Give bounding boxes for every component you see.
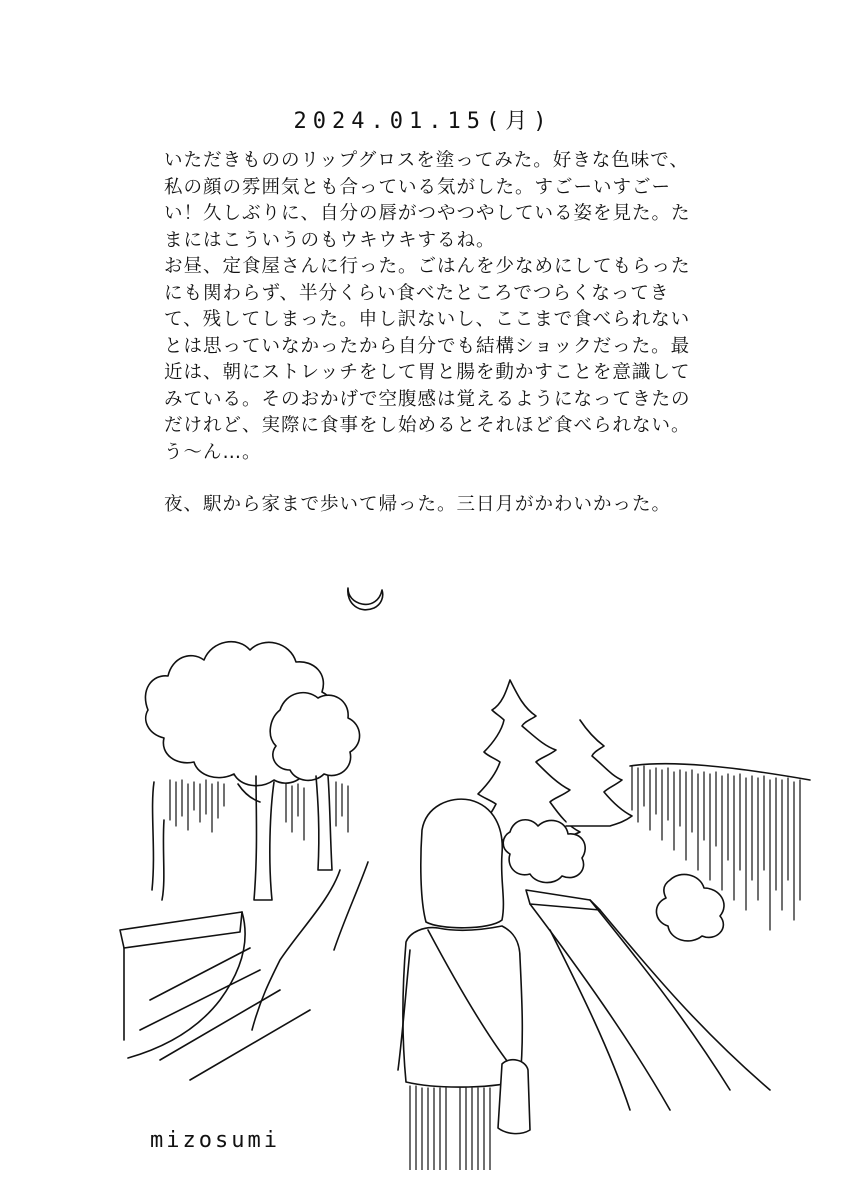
left-sidewalk [120, 912, 242, 948]
person-hair [421, 799, 504, 928]
road-center [252, 870, 340, 1030]
middle-tree-canopy [270, 693, 359, 781]
road-lines-left [140, 948, 310, 1080]
person-bag [498, 1060, 530, 1134]
diary-text [164, 148, 704, 519]
entry-date: 2024.01.15(月) [293, 109, 553, 134]
left-tree-trunk [254, 776, 274, 900]
night-walk-illustration [110, 570, 820, 1170]
left-hatched-foliage [170, 780, 348, 840]
diary-paragraph-lunch: お昼、定食屋さんに行った。ごはんを少なめにしてもらったにも関わらず、半分くらい食べたところでつらくなってきて、残してしまった。申し訳ないし、ここまで食べられないとは思っていなかったから自分でも結構ショックだった。最近は、朝にストレッチをして胃と腸を動かすことを意識してみている。そのおかげで空腹感は覚えるようになってきたのだけれど、実際に食事をし始めるとそれほど食べられない。う〜ん…。 [164, 256, 691, 463]
crescent-moon-icon [348, 588, 383, 610]
right-sidewalk [526, 890, 600, 910]
diary-paragraph-night: 夜、駅から家まで歩いて帰った。三日月がかわいかった。 [164, 494, 672, 515]
paragraph-gap [164, 466, 704, 492]
artist-signature: mizosumi [150, 1128, 280, 1153]
diary-paragraph-gloss: いただきもののリップグロスを塗ってみた。好きな色味で、私の顔の雰囲気とも合っている気がした。すごーいすごーい！久しぶりに、自分の唇がつやつやしている姿を見た。たまにはこういうのもウキウキするね。 [164, 150, 691, 251]
person-legs [410, 1086, 490, 1170]
